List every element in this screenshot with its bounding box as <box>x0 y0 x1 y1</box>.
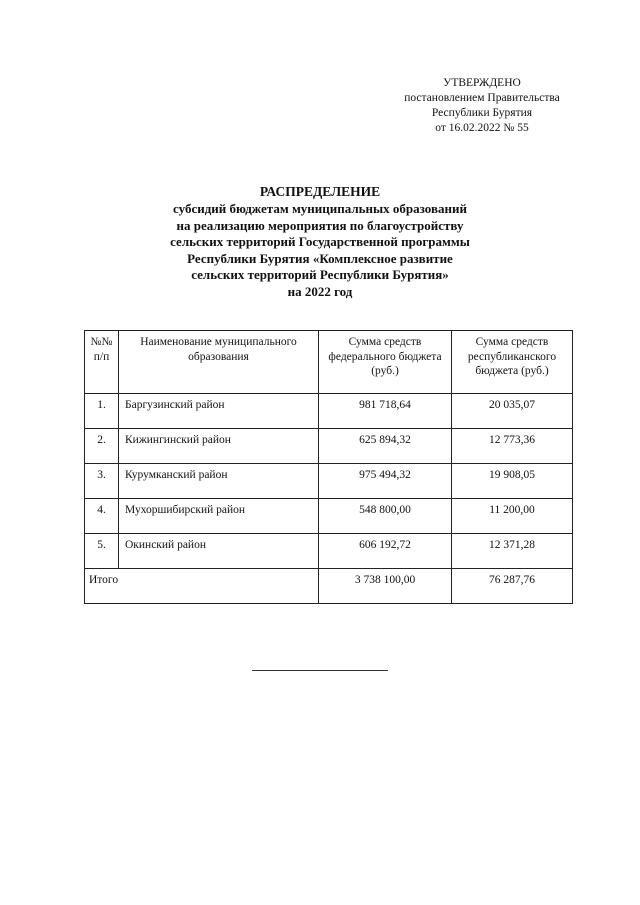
table-row <box>85 394 573 429</box>
heading-line: сельских территорий Государственной программы <box>170 234 470 249</box>
header-federal: Сумма средств федерального бюджета (руб.) <box>319 331 452 394</box>
row-name: Мухоршибирский район <box>119 499 319 534</box>
row-federal: 548 800,00 <box>319 499 452 534</box>
table-row <box>85 534 573 569</box>
row-num: 4. <box>85 499 119 534</box>
row-republic: 19 908,05 <box>452 464 573 499</box>
heading-line: на реализацию мероприятия по благоустройству <box>176 217 464 233</box>
table-row <box>85 499 573 534</box>
closing-rule <box>252 670 388 671</box>
row-num: 1. <box>85 394 119 429</box>
row-federal: 606 192,72 <box>319 534 452 569</box>
row-num: 5. <box>85 534 119 569</box>
row-federal: 981 718,64 <box>319 394 452 429</box>
row-republic: 20 035,07 <box>452 394 573 429</box>
total-row <box>85 569 573 604</box>
approval-label: УТВЕРЖДЕНО <box>443 77 521 89</box>
row-num: 2. <box>85 429 119 464</box>
document-title: РАСПРЕДЕЛЕНИЕ <box>259 184 381 199</box>
row-name: Окинский район <box>119 534 319 569</box>
heading-line: Республики Бурятия «Комплексное развитие <box>187 250 453 266</box>
row-federal: 625 894,32 <box>319 429 452 464</box>
header-name: Наименование муниципального образования <box>119 331 319 394</box>
heading-line: сельских территорий Республики Бурятия» <box>191 267 449 282</box>
row-republic: 12 773,36 <box>452 429 573 464</box>
approval-authority: Республики Бурятия <box>431 107 533 119</box>
approval-date-number: от 16.02.2022 № 55 <box>435 122 529 134</box>
heading-line: субсидий бюджетам муниципальных образований <box>173 201 467 216</box>
row-num: 3. <box>85 464 119 499</box>
row-name: Курумканский район <box>119 464 319 499</box>
heading-line: на 2022 год <box>287 283 353 299</box>
row-name: Баргузинский район <box>119 394 319 429</box>
total-label: Итого <box>85 569 319 604</box>
distribution-table <box>84 330 573 604</box>
row-federal: 975 494,32 <box>319 464 452 499</box>
table-header-row <box>85 331 573 394</box>
document-heading <box>100 183 540 300</box>
table-row <box>85 464 573 499</box>
approval-decree: постановлением Правительства <box>404 92 560 104</box>
table-row <box>85 429 573 464</box>
row-republic: 11 200,00 <box>452 499 573 534</box>
header-num: №№ п/п <box>85 331 119 394</box>
approval-stamp <box>392 76 572 136</box>
header-republic: Сумма средств республиканского бюджета (руб.) <box>452 331 573 394</box>
row-republic: 12 371,28 <box>452 534 573 569</box>
row-name: Кижингинский район <box>119 429 319 464</box>
total-federal: 3 738 100,00 <box>319 569 452 604</box>
total-republic: 76 287,76 <box>452 569 573 604</box>
